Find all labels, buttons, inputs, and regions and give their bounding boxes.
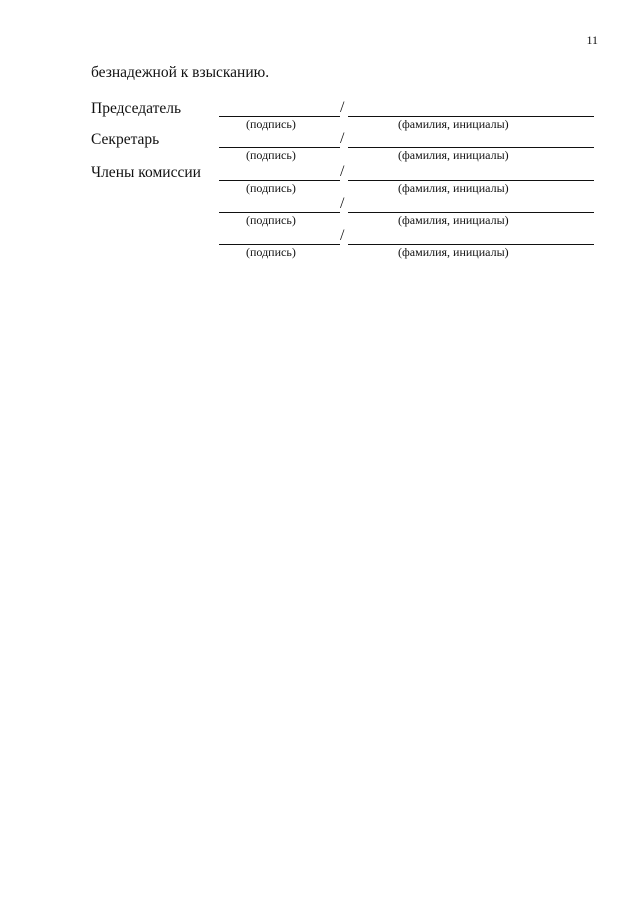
name-caption: (фамилия, инициалы)	[398, 245, 509, 259]
signature-caption: (подпись)	[246, 213, 296, 227]
signature-caption: (подпись)	[246, 148, 296, 162]
name-caption: (фамилия, инициалы)	[398, 148, 509, 162]
name-caption: (фамилия, инициалы)	[398, 213, 509, 227]
separator-slash: /	[340, 99, 345, 116]
signature-row-member-2	[91, 195, 596, 227]
separator-slash: /	[340, 163, 345, 180]
signature-row-member-3	[91, 227, 596, 259]
signature-caption: (подпись)	[246, 181, 296, 195]
role-label-members: Члены комиссии	[91, 164, 201, 181]
signature-row-member-1	[91, 163, 596, 195]
page-number: 11	[586, 33, 598, 47]
separator-slash: /	[340, 195, 345, 212]
signature-row-secretary	[91, 130, 596, 162]
intro-text: безнадежной к взысканию.	[91, 64, 270, 81]
signature-row-chairman	[91, 99, 596, 131]
signature-caption: (подпись)	[246, 117, 296, 131]
name-caption: (фамилия, инициалы)	[398, 181, 509, 195]
separator-slash: /	[340, 227, 345, 244]
role-label-chairman: Председатель	[91, 100, 182, 117]
signature-caption: (подпись)	[246, 245, 296, 259]
separator-slash: /	[340, 130, 345, 147]
name-caption: (фамилия, инициалы)	[398, 117, 509, 131]
role-label-secretary: Секретарь	[91, 131, 160, 148]
